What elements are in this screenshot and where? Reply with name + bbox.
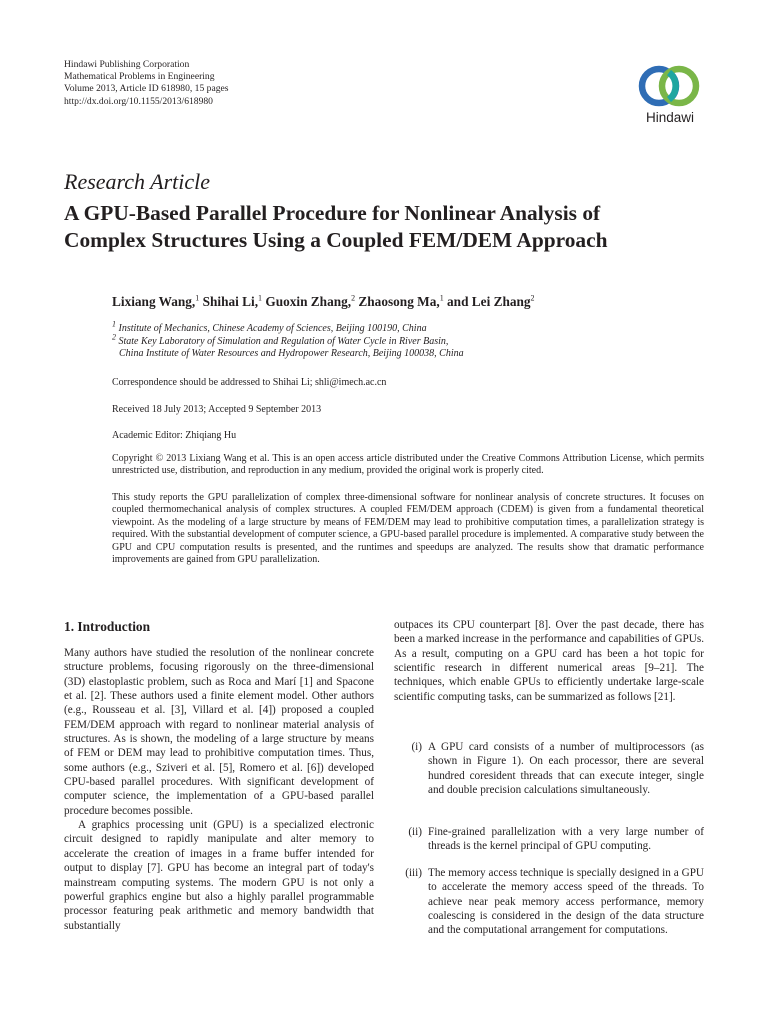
affiliation-2: [112, 332, 464, 349]
hindawi-logo-icon: [632, 62, 706, 110]
affiliations: [112, 319, 464, 361]
section-heading: 1. Introduction: [64, 619, 151, 634]
list-number: (iii): [405, 867, 422, 879]
list-item: [394, 866, 704, 938]
affiliation-2-cont: China Institute of Water Resources and Hydropower Research, Beijing 100038, China: [119, 348, 464, 360]
left-column: [64, 646, 374, 933]
list-text: A GPU card consists of a number of multiprocessors (as shown in Figure 1). On each processor, there are several hundred coresident threads that can execute integer, single and double precision calculations simultaneously.: [428, 741, 704, 797]
copyright-notice: Copyright © 2013 Lixiang Wang et al. This is an open access article distributed under the Creative Commons Attribution License, which permits unrestricted use, distribution, and reproduction in any medium, provided the original work is properly cited.: [112, 453, 704, 477]
affiliation-text: Institute of Mechanics, Chinese Academy of Sciences, Beijing 100190, China: [118, 323, 427, 334]
journal-name: Mathematical Problems in Engineering: [64, 71, 215, 83]
list-text: Fine-grained parallelization with a very large number of threads is the kernel principal of GPU computing.: [428, 826, 704, 853]
list-text: The memory access technique is specially designed in a GPU to accelerate the memory access speed of the threads. To achieve near peak memory access performance, memory coalescing is considered in the design of the data structure and the computational arrangement for computations.: [428, 867, 704, 937]
author-list: [112, 294, 535, 310]
author-affiliation-mark: 2: [351, 293, 356, 303]
doi-link[interactable]: http://dx.doi.org/10.1155/2013/618980: [64, 95, 213, 107]
author-affiliation-mark: 1: [258, 293, 263, 303]
affiliation-1: [112, 319, 464, 336]
volume-info: Volume 2013, Article ID 618980, 15 pages: [64, 83, 229, 95]
title-line-2: Complex Structures Using a Coupled FEM/DEM Approach: [64, 228, 608, 252]
paragraph: A graphics processing unit (GPU) is a specialized electronic circuit designed to rapidly manipulate and alter memory to accelerate the creation of images in a frame buffer intended for output to display [7]. GPU has become an integral part of today's mainstream computing systems. The modern GPU is not only a powerful graphics engine but also a highly parallel programmable processor featuring peak arithmetic and memory bandwidth that substantially: [64, 819, 374, 932]
list-number: (i): [411, 741, 422, 753]
author-name: Lixiang Wang,: [112, 294, 196, 309]
article-title: [64, 200, 724, 254]
author-name: Shihai Li,: [202, 294, 259, 309]
received-dates: Received 18 July 2013; Accepted 9 September 2013: [112, 404, 322, 415]
author-affiliation-mark: 2: [530, 293, 535, 303]
author-affiliation-mark: 1: [439, 293, 444, 303]
abstract: This study reports the GPU parallelization of complex three-dimensional software for nonlinear analysis of concrete structures. It focuses on coupled thermomechanical analysis of complex structures. A coupled FEM/DEM approach (CDEM) is given from a fundamental theoretical viewpoint. As the modeling of a large structure by means of FEM/DEM may lead to prohibitive computation times, a parallelization strategy is required. With the substantial development of computer science, a GPU-based parallel procedure is implemented. A comparative study between the GPU and CPU computation results is presented, and the runtimes and speedups are analyzed. The results show that dramatic performance improvements are gained from GPU parallelization.: [112, 492, 704, 566]
article-type: Research Article: [64, 169, 211, 194]
author-name: Guoxin Zhang,: [265, 294, 352, 309]
affiliation-text: State Key Laboratory of Simulation and Regulation of Water Cycle in River Basin,: [118, 335, 449, 347]
publisher-name: Hindawi Publishing Corporation: [64, 59, 190, 70]
correspondence: Correspondence should be addressed to Shihai Li; shli@imech.ac.cn: [112, 377, 387, 388]
title-line-1: A GPU-Based Parallel Procedure for Nonlinear Analysis of: [64, 201, 601, 225]
author-affiliation-mark: 1: [195, 293, 200, 303]
right-column-paragraph: outpaces its CPU counterpart [8]. Over the past decade, there has been a marked increase in the performance and capabilities of GPUs. As a result, computing on a GPU card has been a hot topic for scientific research in different numerical areas [9–21]. The techniques, which enable GPUs to efficiently undertake large-scale scientific computing tasks, can be summarized as follows [21].: [394, 619, 704, 703]
list-item: [394, 740, 704, 797]
author-name: and Lei Zhang: [447, 294, 531, 309]
journal-header: [64, 59, 229, 108]
affiliation-mark: 1: [112, 319, 116, 329]
paragraph: Many authors have studied the resolution of the nonlinear concrete structure problems, focusing rigorously on the three-dimensional (3D) elastoplastic problem, such as Roca and Marí [1] and Spacone et al. [2]. These authors used a finite element model. Other authors (e.g., Rousseau et al. [3], Villard et al. [4]) proposed a coupled FEM/DEM approach with regard to nonlinear material analysis of structures. As is shown, the modeling of a large structure by means of FEM or DEM may lead to prohibitive computation times. Thus, some authors (e.g., Sziveri et al. [5], Romero et al. [6]) developed CPU-based parallel procedures. With significant development of computer science, the implementation of a GPU-based parallel procedure becomes possible.: [64, 647, 374, 817]
affiliation-mark: 2: [112, 332, 116, 342]
author-name: Zhaosong Ma,: [358, 294, 440, 309]
list-number: (ii): [408, 826, 422, 838]
list-item: [394, 825, 704, 854]
hindawi-logo-word: Hindawi: [645, 110, 695, 125]
academic-editor: Academic Editor: Zhiqiang Hu: [112, 430, 237, 441]
